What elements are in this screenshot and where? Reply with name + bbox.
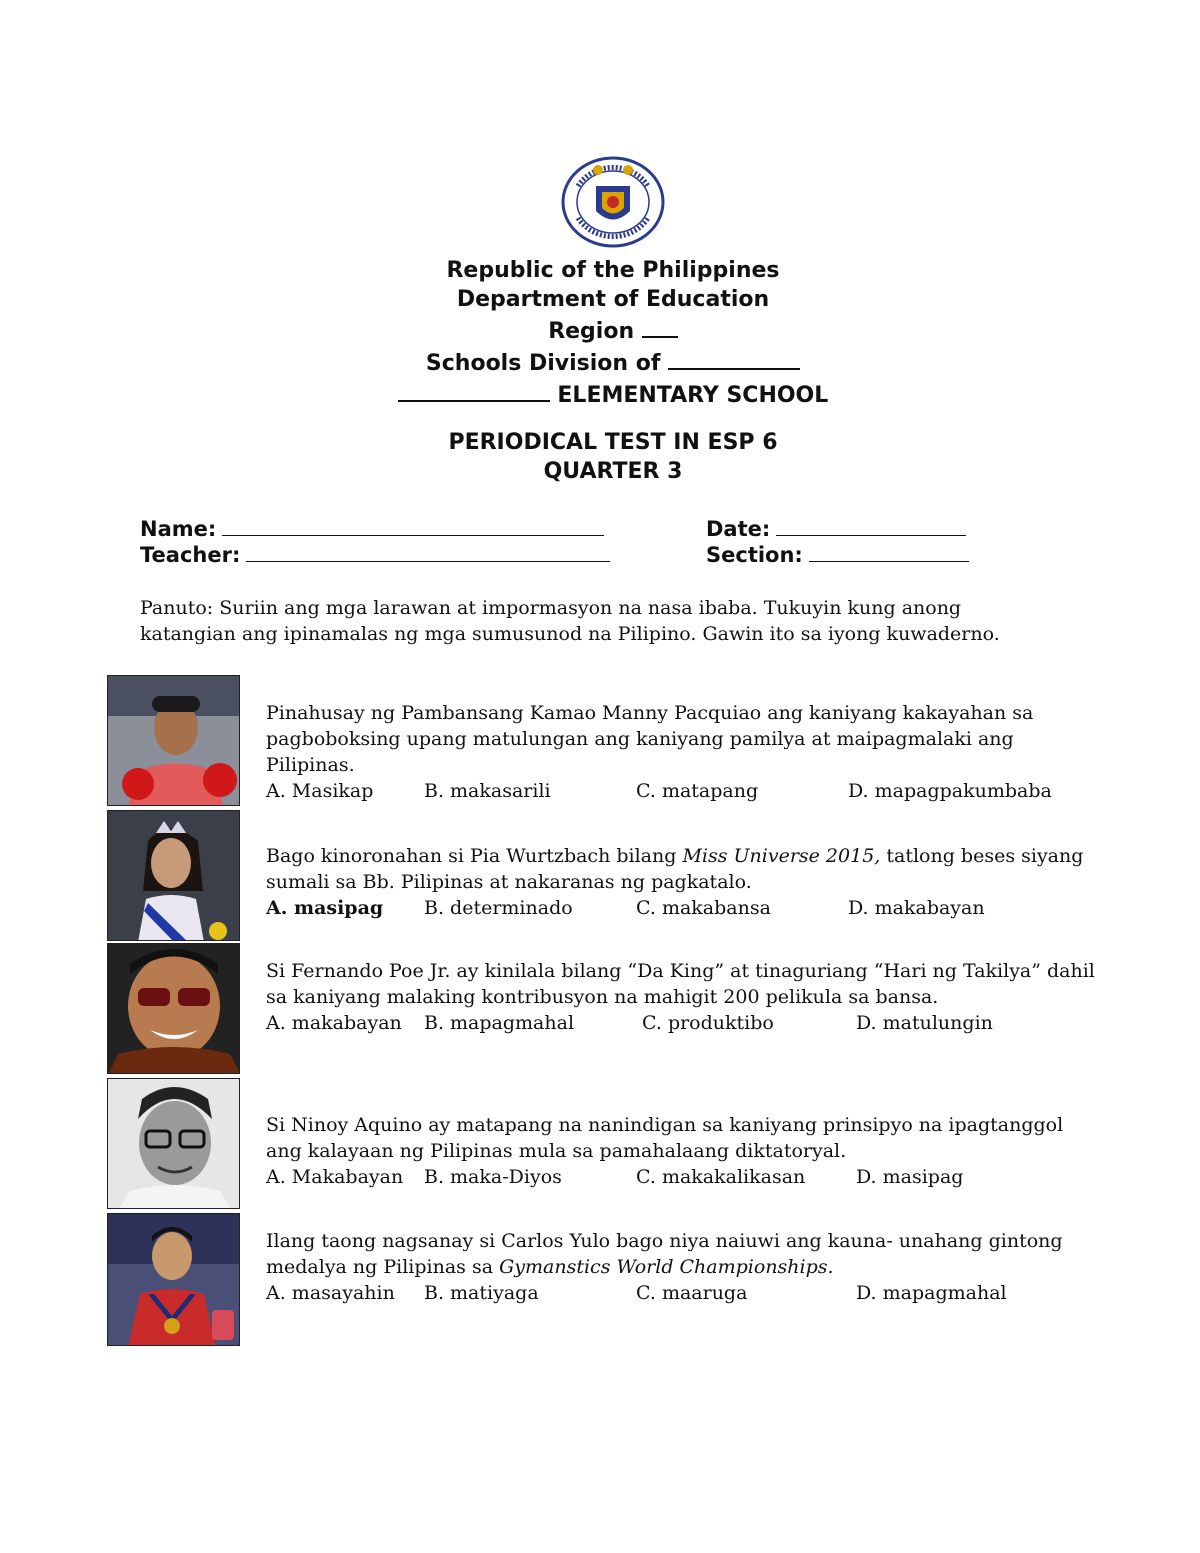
- option-b[interactable]: B. maka-Diyos: [424, 1166, 562, 1188]
- date-label: Date:: [706, 517, 771, 541]
- option-d[interactable]: D. makabayan: [848, 897, 985, 919]
- question-1-text: Pinahusay ng Pambansang Kamao Manny Pacquiao ang kaniyang kakayahan sa pagboboksing upang matulungan ang kaniyang pamilya at maipagmalaki ang Pilipinas.: [266, 702, 1034, 776]
- fernando-poe-jr-photo: [107, 943, 240, 1074]
- option-a[interactable]: A. makabayan: [266, 1012, 402, 1034]
- question-3-text: Si Fernando Poe Jr. ay kinilala bilang “Da King” at tinaguriang “Hari ng Takilya” dahil sa kaniyang malaking kontribusyon na mahigit 200 pelikula sa bansa.: [266, 960, 1095, 1008]
- question-4-options: [266, 1164, 1096, 1190]
- question-3-options: [266, 1010, 1096, 1036]
- question-2-options: [266, 895, 1096, 921]
- name-field[interactable]: [140, 515, 604, 542]
- question-1: [266, 700, 1096, 804]
- option-c[interactable]: C. makabansa: [636, 897, 771, 919]
- teacher-label: Teacher:: [140, 543, 241, 567]
- section-label: Section:: [706, 543, 803, 567]
- carlos-yulo-photo: [107, 1213, 240, 1346]
- section-field[interactable]: [706, 541, 969, 568]
- option-c[interactable]: C. matapang: [636, 780, 759, 802]
- option-b[interactable]: B. makasarili: [424, 780, 551, 802]
- option-c[interactable]: C. makakalikasan: [636, 1166, 806, 1188]
- school-header: [0, 256, 1200, 410]
- header-department: Department of Education: [456, 287, 770, 312]
- date-field[interactable]: [706, 515, 966, 542]
- test-title-line1: PERIODICAL TEST IN ESP 6: [448, 430, 778, 455]
- option-a[interactable]: A. masipag: [266, 897, 384, 919]
- deped-seal-icon: [560, 156, 666, 248]
- teacher-field[interactable]: [140, 541, 610, 568]
- option-a[interactable]: A. Makabayan: [266, 1166, 404, 1188]
- option-a[interactable]: A. Masikap: [266, 780, 374, 802]
- test-title: [0, 428, 1200, 486]
- question-4-text: Si Ninoy Aquino ay matapang na nanindigan sa kaniyang prinsipyo na ipagtanggol ang kalayaan ng Pilipinas mula sa pamahalaang diktatoryal.: [266, 1114, 1064, 1162]
- pia-wurtzbach-photo: [107, 810, 240, 941]
- instructions: Panuto: Suriin ang mga larawan at impormasyon na nasa ibaba. Tukuyin kung anong katangian ang ipinamalas ng mga sumusunod na Pilipino. Gawin ito sa iyong kuwaderno.: [140, 597, 1000, 645]
- question-5-text: Ilang taong nagsanay si Carlos Yulo bago niya naiuwi ang kauna- unahang gintong medalya ng Pilipinas sa Gymanstics World Championships.: [266, 1230, 1063, 1278]
- question-5: [266, 1228, 1096, 1306]
- manny-pacquiao-photo: [107, 675, 240, 806]
- test-title-line2: QUARTER 3: [543, 459, 683, 484]
- header-region: Region: [0, 314, 1200, 346]
- ninoy-aquino-photo: [107, 1078, 240, 1209]
- option-d[interactable]: D. mapagmahal: [856, 1282, 1007, 1304]
- option-d[interactable]: D. mapagpakumbaba: [848, 780, 1052, 802]
- question-2: [266, 843, 1096, 921]
- option-d[interactable]: D. matulungin: [856, 1012, 993, 1034]
- question-2-text: Bago kinoronahan si Pia Wurtzbach bilang Miss Universe 2015, tatlong beses siyang sumali sa Bb. Pilipinas at nakaranas ng pagkatalo.: [266, 845, 1084, 893]
- header-republic: Republic of the Philippines: [446, 258, 780, 283]
- question-3: [266, 958, 1096, 1036]
- option-c[interactable]: C. maaruga: [636, 1282, 748, 1304]
- name-label: Name:: [140, 517, 217, 541]
- question-1-options: [266, 778, 1096, 804]
- question-4: [266, 1112, 1096, 1190]
- option-b[interactable]: B. determinado: [424, 897, 573, 919]
- option-b[interactable]: B. matiyaga: [424, 1282, 539, 1304]
- header-school: ELEMENTARY SCHOOL: [0, 378, 1200, 410]
- header-division: Schools Division of: [0, 346, 1200, 378]
- option-a[interactable]: A. masayahin: [266, 1282, 395, 1304]
- option-c[interactable]: C. produktibo: [642, 1012, 774, 1034]
- option-d[interactable]: D. masipag: [856, 1166, 964, 1188]
- question-5-options: [266, 1280, 1096, 1306]
- option-b[interactable]: B. mapagmahal: [424, 1012, 575, 1034]
